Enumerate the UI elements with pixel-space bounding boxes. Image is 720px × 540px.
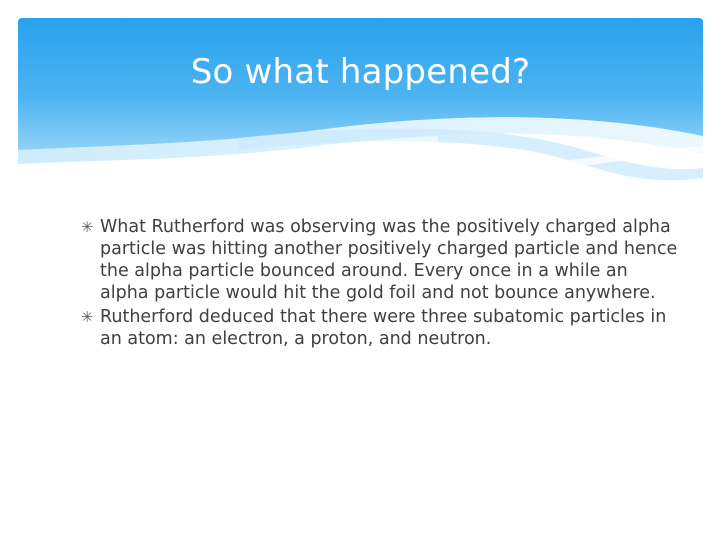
asterisk-bullet-icon: ✳ [80,218,94,236]
bullet-list [80,216,680,350]
bullet-text: What Rutherford was observing was the positively charged alpha particle was hitting another positively charged particle and hence the alpha particle bounced around. Every once in a while an alpha particle would hit the gold foil and not bounce anywhere. [100,217,678,303]
bullet-item [80,216,680,304]
bullet-item [80,306,680,350]
header-banner [18,18,703,198]
asterisk-bullet-icon: ✳ [80,308,94,326]
header-wave-graphic [18,18,703,198]
slide-title: So what happened? [190,52,531,92]
bullet-text: Rutherford deduced that there were three subatomic particles in an atom: an electron, a proton, and neutron. [100,307,667,349]
